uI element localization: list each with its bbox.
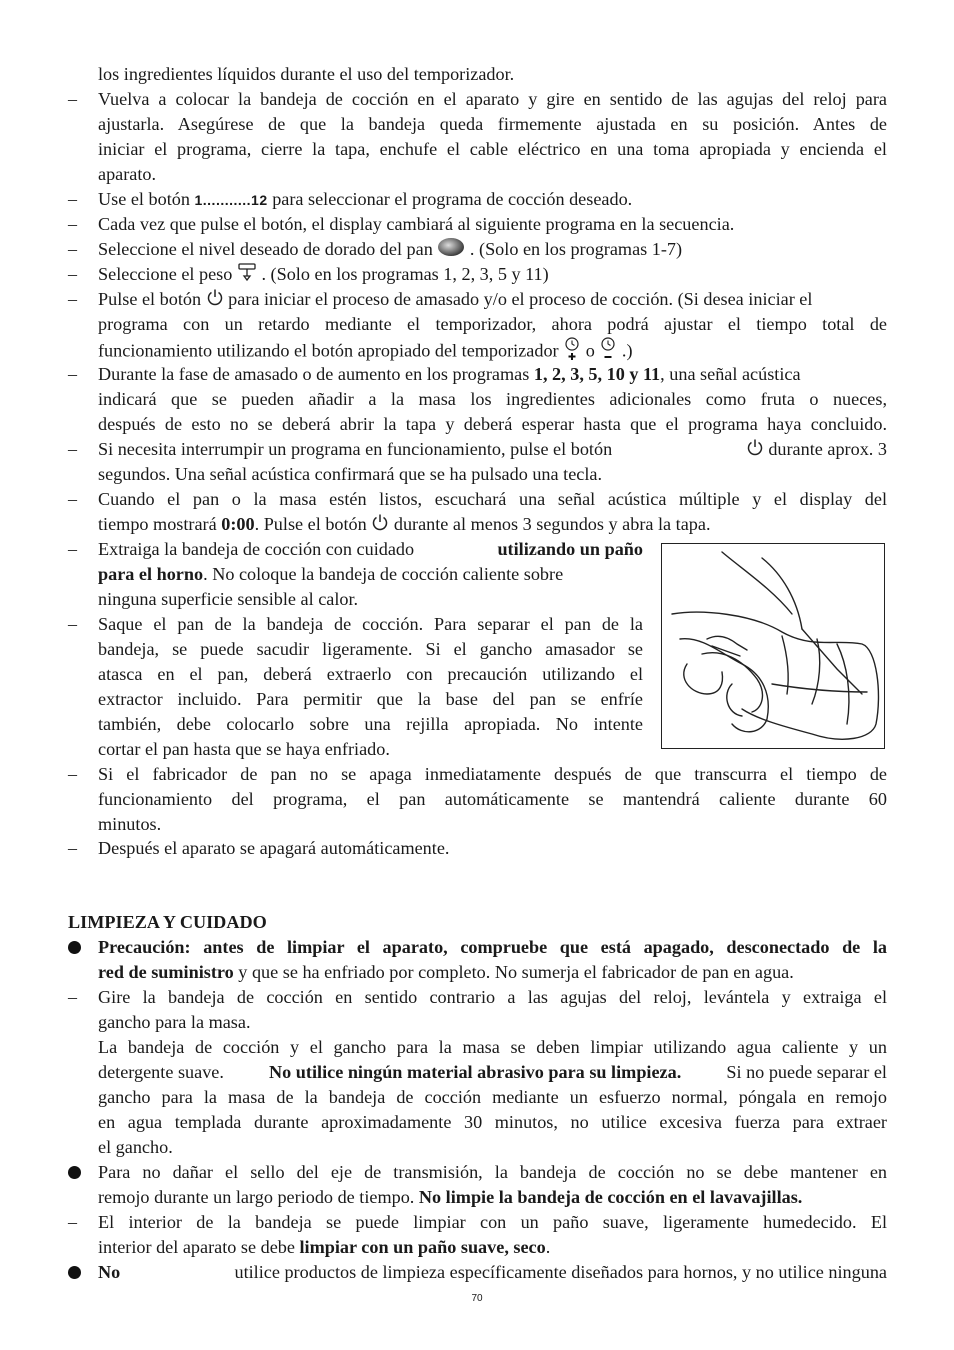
text-line bbox=[98, 362, 801, 387]
text-line: también, debe colocarlo sobre una rejilla apropiada. No intente bbox=[98, 714, 643, 734]
text-line: aparato. bbox=[98, 164, 157, 184]
section-title: LIMPIEZA Y CUIDADO bbox=[68, 912, 267, 932]
text: .) bbox=[621, 340, 633, 361]
text: , una señal acústica bbox=[660, 364, 801, 384]
dash-marker: – bbox=[68, 264, 77, 284]
text-line: cortar el pan hasta que se haya enfriado. bbox=[98, 739, 390, 759]
text-line bbox=[98, 1235, 550, 1260]
text-line: indicará que se pueden añadir a la masa los ingredientes adicionales como fruta o nueces, bbox=[98, 389, 887, 409]
text-line bbox=[98, 1185, 802, 1210]
bold-text: No bbox=[98, 1262, 121, 1282]
text: para seleccionar el programa de cocción deseado. bbox=[272, 189, 633, 209]
text-line: ajustarla. Asegúrese de que la bandeja queda firmemente ajustada en su posición. Antes de bbox=[98, 114, 887, 134]
dash-marker: – bbox=[68, 539, 77, 559]
bullet-marker bbox=[68, 941, 81, 954]
text-line: segundos. Una señal acústica confirmará que se ha pulsado una tecla. bbox=[98, 464, 603, 484]
dash-marker: – bbox=[68, 89, 77, 109]
text-line: el gancho. bbox=[98, 1137, 173, 1157]
text-line bbox=[98, 537, 643, 562]
text-group bbox=[746, 437, 887, 463]
page-number: 70 bbox=[471, 1293, 483, 1304]
bold-text: No utilice ningún material abrasivo para su limpieza. bbox=[269, 1062, 682, 1082]
text-line: iniciar el programa, cierre la tapa, enchufe el cable eléctrico en una toma apropiada y encienda el bbox=[98, 139, 887, 159]
text-line bbox=[98, 437, 887, 463]
text-line: programa con un retardo mediante el temporizador, ahora podrá ajustar el tiempo total de bbox=[98, 314, 887, 334]
text-line: funcionamiento del programa, el pan automáticamente se mantendrá caliente durante 60 bbox=[98, 789, 887, 809]
text-line bbox=[98, 512, 711, 538]
dash-marker: – bbox=[68, 764, 77, 784]
text-line bbox=[98, 237, 682, 264]
bold-text: utilizando un paño bbox=[497, 539, 643, 559]
bold-text: limpiar con un paño suave, seco bbox=[299, 1237, 546, 1257]
power-icon bbox=[746, 438, 764, 463]
text: durante al menos 3 segundos y abra la tapa. bbox=[393, 514, 711, 534]
text-line: Después el aparato se apagará automáticamente. bbox=[98, 838, 450, 858]
dash-marker: – bbox=[68, 1212, 77, 1232]
text-line: en agua templada durante aproximadamente 30 minutos, no utilice excesiva fuerza para extraer bbox=[98, 1112, 887, 1132]
text: . No coloque la bandeja de cocción caliente sobre bbox=[203, 564, 564, 584]
text-line: La bandeja de cocción y el gancho para la masa se deben limpiar utilizando agua caliente y un bbox=[98, 1037, 887, 1057]
text-line: Para no dañar el sello del eje de transmisión, la bandeja de cocción no se debe mantener en bbox=[98, 1162, 887, 1182]
power-icon bbox=[206, 288, 224, 313]
program-range-label: 1...........12 bbox=[194, 192, 268, 208]
text: utilice productos de limpieza específicamente diseñados para hornos, y no utilice ninguna bbox=[234, 1262, 887, 1282]
text-line: Cada vez que pulse el botón, el display cambiará al siguiente programa en la secuencia. bbox=[98, 214, 735, 234]
text-line: atasca en el pan, deberá extraerlo con precaución utilizando el bbox=[98, 664, 643, 684]
text-line: Gire la bandeja de cocción en sentido contrario a las agujas del reloj, levántela y extraiga el bbox=[98, 987, 887, 1007]
text-line: extractor incluido. Para permitir que la base del pan se enfríe bbox=[98, 689, 643, 709]
text: Si necesita interrumpir un programa en funcionamiento, pulse el botón bbox=[98, 439, 613, 459]
text-line bbox=[98, 262, 549, 289]
weight-icon bbox=[237, 262, 257, 289]
text-line: gancho para la masa. bbox=[98, 1012, 251, 1032]
dash-marker: – bbox=[68, 614, 77, 634]
text: tiempo mostrará bbox=[98, 514, 217, 534]
browning-icon bbox=[437, 237, 465, 264]
text-line: bandeja, se puede sacudir ligeramente. Si el gancho amasador se bbox=[98, 639, 643, 659]
text-line: Si el fabricador de pan no se apaga inmediatamente después de que transcurra el tiempo de bbox=[98, 764, 887, 784]
text: durante aprox. 3 bbox=[768, 439, 887, 459]
bullet-marker bbox=[68, 1266, 81, 1279]
text: interior del aparato se debe bbox=[98, 1237, 295, 1257]
text: Pulse el botón bbox=[98, 289, 202, 309]
text-line: Saque el pan de la bandeja de cocción. Para separar el pan de la bbox=[98, 614, 643, 634]
text: remojo durante un largo periodo de tiempo. bbox=[98, 1187, 415, 1207]
text-line: los ingredientes líquidos durante el uso del temporizador. bbox=[98, 64, 515, 84]
text: Extraiga la bandeja de cocción con cuidado bbox=[98, 539, 415, 559]
text-line bbox=[98, 287, 887, 313]
bullet-marker bbox=[68, 1166, 81, 1179]
bold-text: 0:00 bbox=[221, 514, 255, 534]
text-line bbox=[98, 1260, 887, 1285]
text: funcionamiento utilizando el botón apropiado del temporizador bbox=[98, 340, 559, 361]
dash-marker: – bbox=[68, 489, 77, 509]
dash-marker: – bbox=[68, 214, 77, 234]
text-line bbox=[98, 960, 794, 985]
text: Use el botón bbox=[98, 189, 190, 209]
text-line bbox=[98, 187, 632, 213]
text: y que se ha enfriado por completo. No sumerja el fabricador de pan en agua. bbox=[233, 962, 794, 982]
text: Seleccione el nivel deseado de dorado del pan bbox=[98, 239, 433, 259]
dash-marker: – bbox=[68, 189, 77, 209]
text: para iniciar el proceso de amasado y/o el proceso de cocción. (Si desea iniciar el bbox=[228, 289, 813, 309]
dash-marker: – bbox=[68, 439, 77, 459]
text: . (Solo en los programas 1, 2, 3, 5 y 11) bbox=[261, 264, 549, 284]
text-line: El interior de la bandeja se puede limpiar con un paño suave, ligeramente humedecido. El bbox=[98, 1212, 887, 1232]
dash-marker: – bbox=[68, 289, 77, 309]
text-line bbox=[98, 1060, 887, 1085]
dash-marker: – bbox=[68, 987, 77, 1007]
text-line: Cuando el pan o la masa estén listos, escuchará una señal acústica múltiple y el display del bbox=[98, 489, 887, 509]
dash-marker: – bbox=[68, 239, 77, 259]
bold-text: 1, 2, 3, 5, 10 y 11 bbox=[533, 364, 661, 384]
text-line bbox=[98, 562, 643, 587]
text: . Pulse el botón bbox=[254, 514, 367, 534]
text: detergente suave. bbox=[98, 1062, 224, 1082]
text: Durante la fase de amasado o de aumento en los programas bbox=[98, 364, 530, 384]
text-line: ninguna superficie sensible al calor. bbox=[98, 589, 359, 609]
text: . (Solo en los programas 1-7) bbox=[469, 239, 683, 259]
bold-text: No limpie la bandeja de cocción en el lavavajillas. bbox=[418, 1187, 803, 1207]
text-line: Precaución: antes de limpiar el aparato, compruebe que está apagado, desconectado de la bbox=[98, 937, 887, 957]
text-line: después de esto no se deberá abrir la tapa y deberá esperar hasta que el programa haya concluido. bbox=[98, 414, 887, 434]
text: . bbox=[545, 1237, 551, 1257]
bold-text: para el horno bbox=[98, 564, 204, 584]
text: Si no puede separar el bbox=[726, 1062, 887, 1082]
dash-marker: – bbox=[68, 838, 77, 858]
bold-text: red de suministro bbox=[98, 962, 234, 982]
text-line: gancho para la masa de la bandeja de cocción mediante un esfuerzo normal, póngala en remojo bbox=[98, 1087, 887, 1107]
text: Seleccione el peso bbox=[98, 264, 233, 284]
oven-mitt-illustration bbox=[661, 543, 885, 749]
text-line: minutos. bbox=[98, 814, 162, 834]
dash-marker: – bbox=[68, 364, 77, 384]
text-line: Vuelva a colocar la bandeja de cocción en el aparato y gire en sentido de las agujas del reloj para bbox=[98, 89, 887, 109]
text: o bbox=[585, 340, 595, 361]
power-icon bbox=[371, 513, 389, 538]
